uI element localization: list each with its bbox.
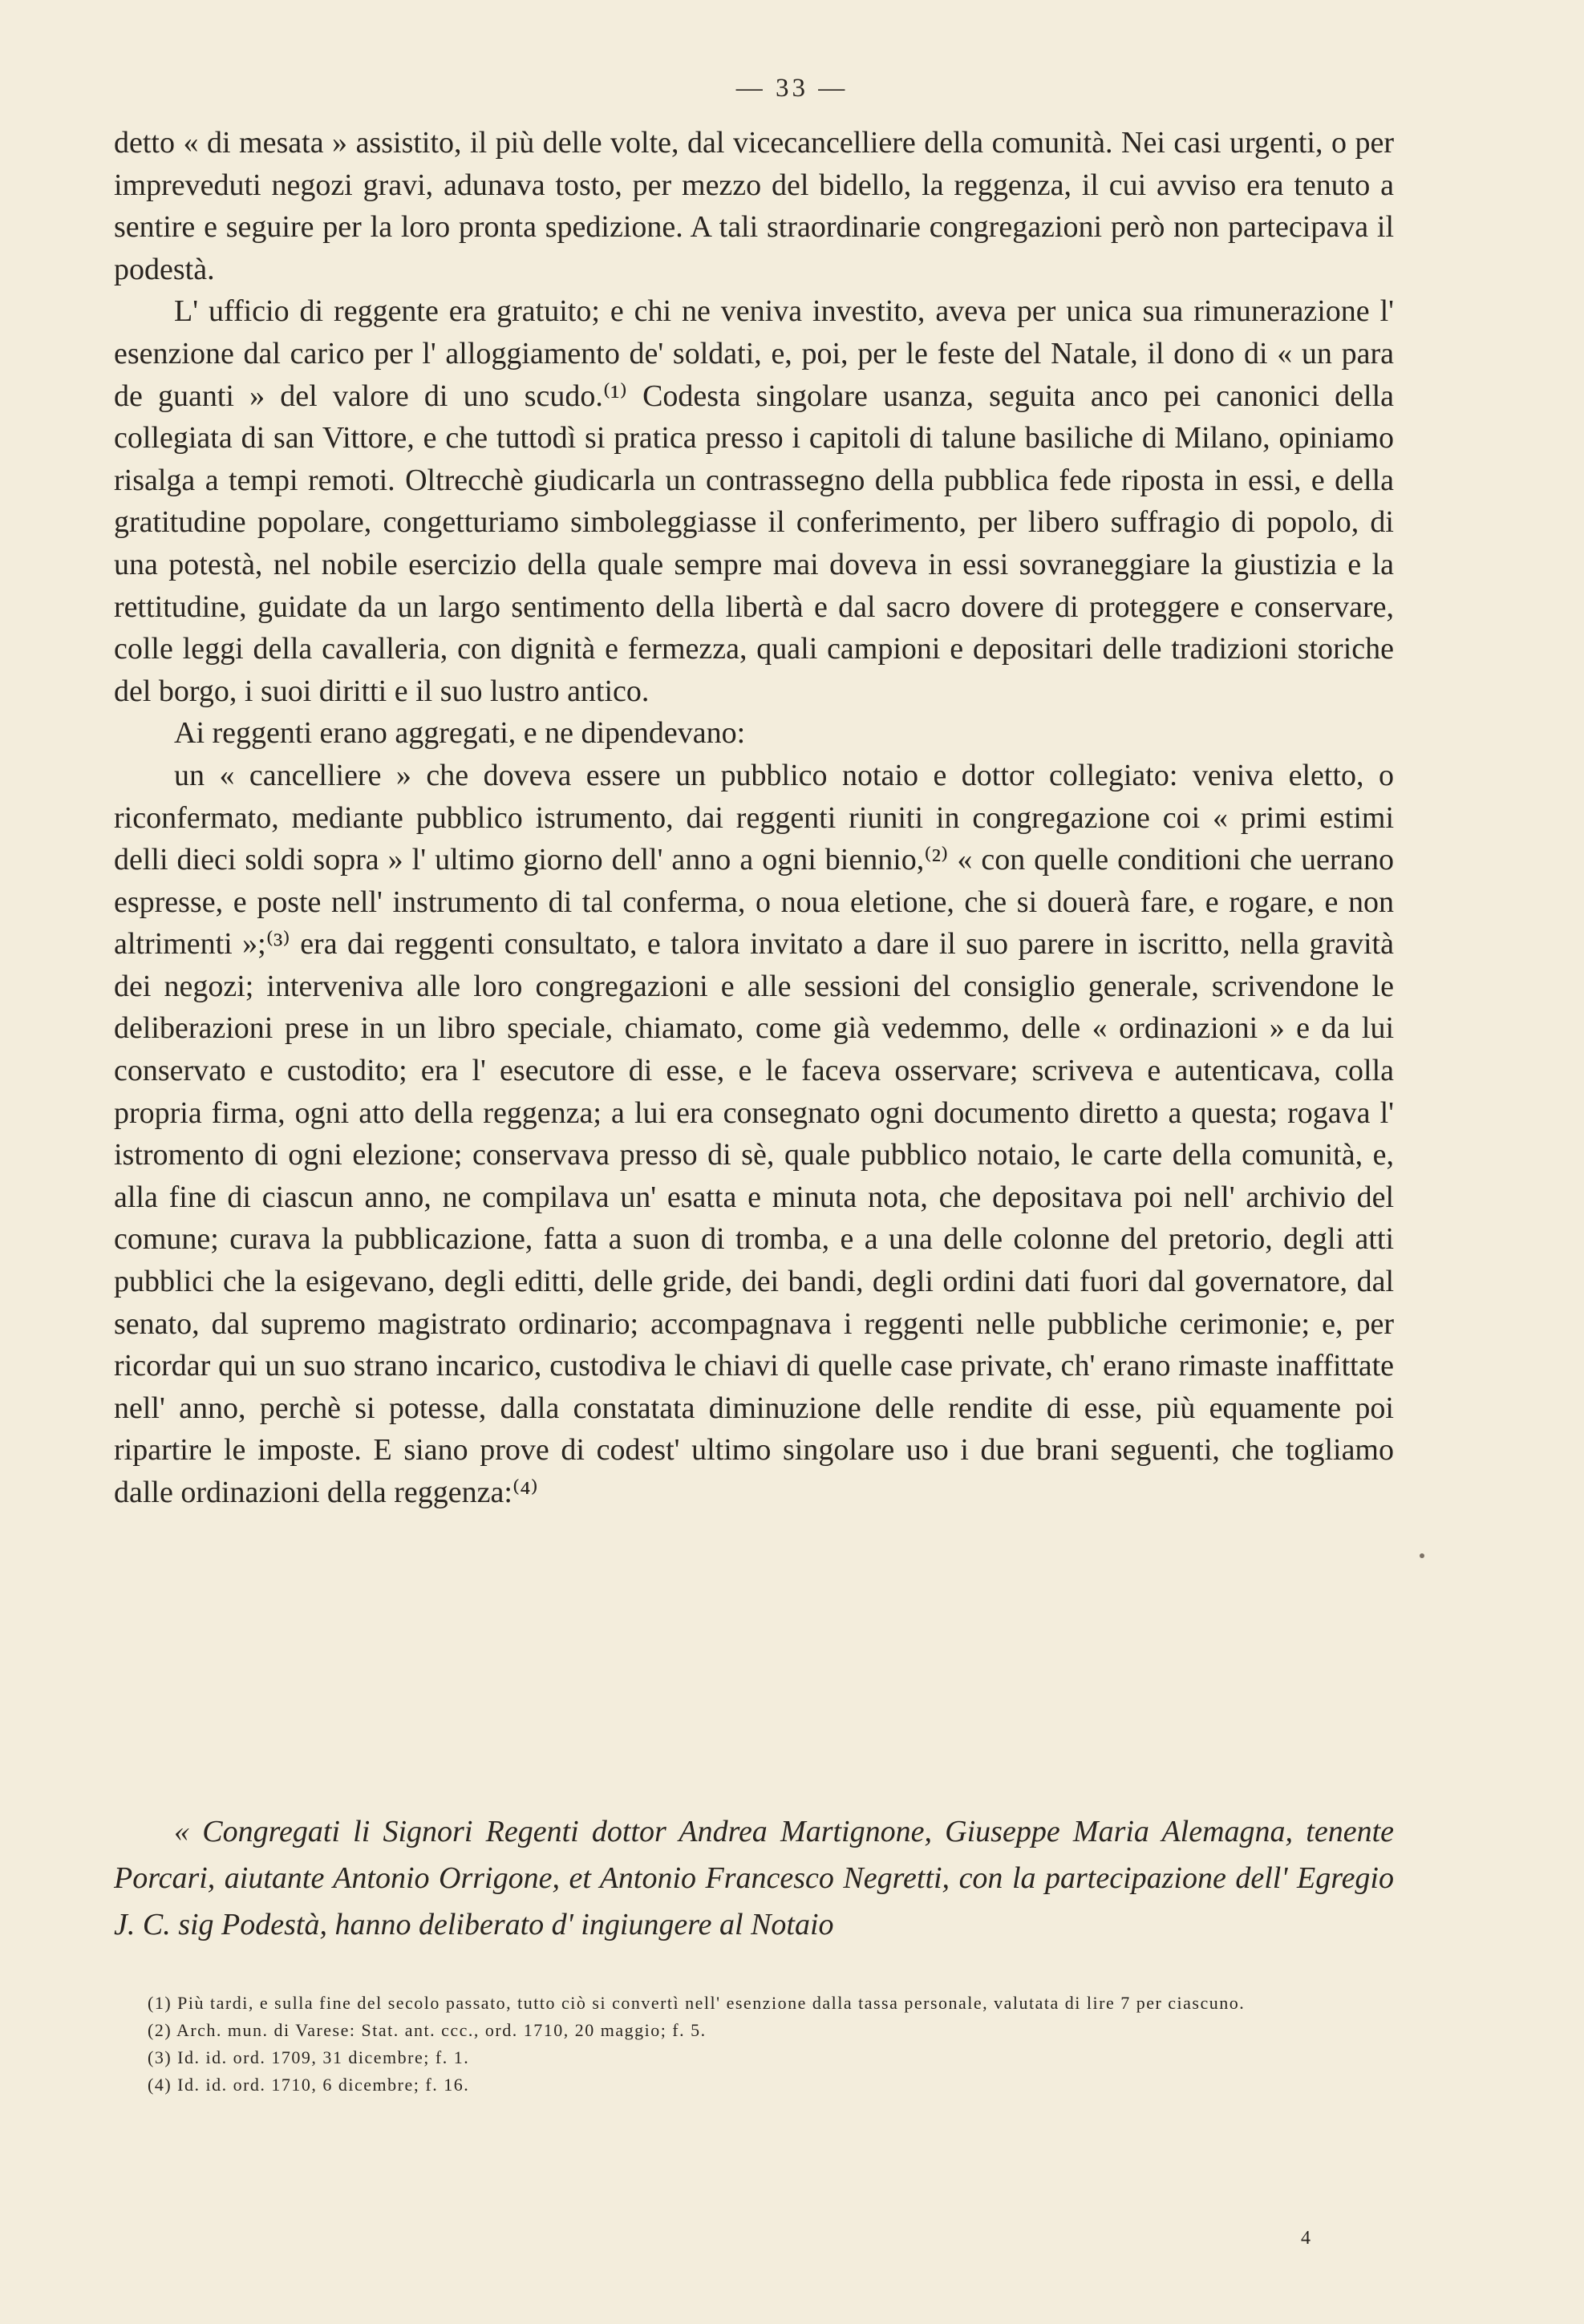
footnote: (2) Arch. mun. di Varese: Stat. ant. ccc., ord. 1710, 20 maggio; f. 5.: [148, 2020, 707, 2040]
paragraph: un « cancelliere » che doveva essere un pubblico notaio e dottor collegiato: veniva eletto, o riconfermato, mediante pubblico istrumento, dai reggenti riuniti in congregazione coi « primi estimi delli dieci soldi sopra » l' ultimo giorno dell' anno a ogni biennio,⁽²⁾ « con quelle conditioni che uerrano espresse, e poste nell' instrumento di tal conferma, o noua eletione, che si douerà fare, e rogare, e non altrimenti »;⁽³⁾ era dai reggenti consultato, e talora invitato a dare il suo parere in iscritto, nella gravità dei negozi; interveniva alle loro congregazioni e alle sessioni del consiglio generale, scrivendone le deliberazioni prese in un libro speciale, chiamato, come già vedemmo, delle « ordinazioni » e da lui conservato e custodito; era l' esecutore di esse, e le faceva osservare; scriveva e autenticava, colla propria firma, ogni atto della reggenza; a lui era consegnato ogni documento diretto a questa; rogava l' istromento di ogni elezione; conservava presso di sè, quale pubblico notaio, le carte della comunità, e, alla fine di ciascun anno, ne compilava un' esatta e minuta nota, che depositava poi nell' archivio del comune; curava la pubblicazione, fatta a suon di tromba, e a una delle colonne del pretorio, degli atti pubblici che la esigevano, degli editti, delle gride, dei bandi, degli ordini dati fuori dal governatore, dal senato, dal supremo magistrato ordinario; accompagnava i reggenti nelle pubbliche cerimonie; e, per ricordar qui un suo strano incarico, custodiva le chiavi di quelle case private, ch' erano rimaste inaffittate nell' anno, perchè si potesse, dalla constatata diminuzione delle rendite di esse, più equamente poi ripartire le imposte. E siano prove di codest' ultimo singolare uso i due brani seguenti, che togliamo dalle ordinazioni della reggenza:⁽⁴⁾: [114, 758, 1394, 1509]
body-text: [114, 122, 1394, 1514]
paragraph: L' ufficio di reggente era gratuito; e chi ne veniva investito, aveva per unica sua rimunerazione l' esenzione dal carico per l' alloggiamento de' soldati, e, poi, per le feste del Natale, il dono di « un para de guanti » del valore di uno scudo.⁽¹⁾ Codesta singolare usanza, seguita anco pei canonici della collegiata di san Vittore, e che tuttodì si pratica presso i capitoli di talune basiliche di Milano, opiniamo risalga a tempi remoti. Oltrecchè giudicarla un contrassegno della pubblica fede riposta in essi, e della gratitudine popolare, congetturiamo simboleggiasse il conferimento, per libero suffragio di popolo, di una potestà, nel nobile esercizio della quale sempre mai doveva in essi sovraneggiare la giustizia e la rettitudine, guidate da un largo sentimento della libertà e dal sacro dovere di proteggere e conservare, colle leggi della cavalleria, con dignità e fermezza, quali campioni e depositari delle tradizioni storiche del borgo, i suoi diritti e il suo lustro antico.: [114, 294, 1394, 708]
footnote: (4) Id. id. ord. 1710, 6 dicembre; f. 16.: [148, 2075, 470, 2095]
paragraph: Ai reggenti erano aggregati, e ne dipendevano:: [174, 716, 746, 751]
margin-dot: [1420, 1553, 1424, 1558]
footnote: (3) Id. id. ord. 1709, 31 dicembre; f. 1.: [148, 2047, 470, 2067]
page-number: — 33 —: [735, 74, 849, 103]
quoted-passage: « Congregati li Signori Regenti dottor Andrea Martignone, Giuseppe Maria Alemagna, tenente Porcari, aiutante Antonio Orrigone, et Antonio Francesco Negretti, con la partecipazione dell' Egregio J. C. sig Podestà, hanno deliberato d' ingiungere al Notaio: [114, 1815, 1394, 1941]
footnotes: [114, 1990, 1394, 2099]
paragraph: detto « di mesata » assistito, il più delle volte, dal vicecancelliere della comunità. Nei casi urgenti, o per impreveduti negozi gravi, adunava tosto, per mezzo del bidello, la reggenza, il cui avviso era tenuto a sentire e seguire per la loro pronta spedizione. A tali straordinarie congregazioni però non partecipava il podestà.: [114, 126, 1394, 286]
footnote: (1) Più tardi, e sulla fine del secolo passato, tutto ciò si convertì nell' esenzione dalla tassa personale, valutata di lire 7 per ciascuno.: [148, 1993, 1246, 2013]
signature-mark: 4: [1301, 2228, 1311, 2249]
